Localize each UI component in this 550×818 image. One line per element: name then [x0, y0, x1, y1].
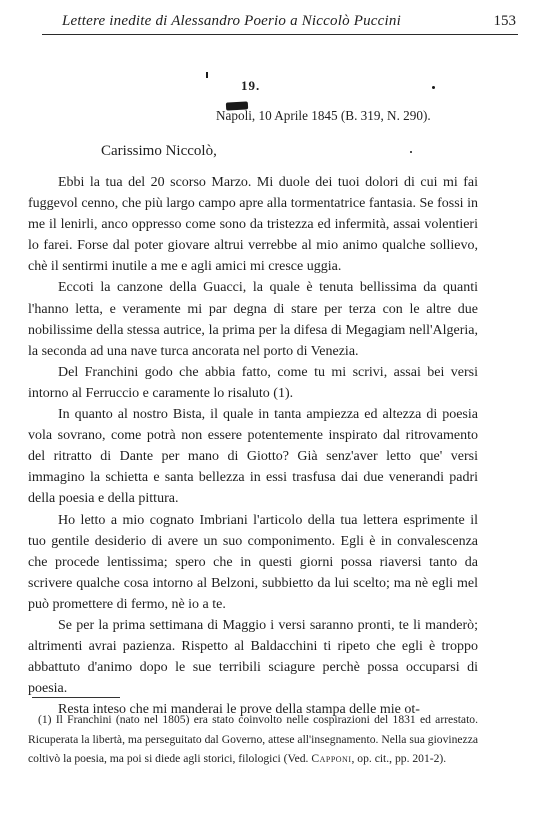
- running-head: [42, 8, 518, 35]
- ink-speck: [206, 72, 208, 78]
- letter-salutation: Carissimo Niccolò,: [101, 143, 217, 159]
- footnote-marker: (1): [38, 713, 52, 726]
- letter-paragraph: Se per la prima settimana di Maggio i versi saranno pronti, te li manderò; altrimenti avrai pazienza. Rispetto al Baldacchini ti ripeto che egli è troppo abbattuto d'animo dopo le sue terribili sciagure perchè possa occuparsi di poesia.: [28, 617, 478, 697]
- footnote-cited-author: Capponi: [311, 752, 352, 765]
- letter-number: 19.: [241, 78, 261, 93]
- letter-paragraph: Resta inteso che mi manderai le prove della stampa delle mie ot-: [58, 702, 420, 718]
- letter-paragraph: Eccoti la canzone della Guacci, la quale è tenuta bellissima da quanti l'hanno letta, e veramente mi par degna di stare per terza con le altre due nobilissime della stessa autrice, la prima per la difesa di Megagiam nell'Algeria, la seconda ad una nave turca ancorata nel porto di Venezia.: [28, 280, 478, 359]
- footnote-text: Il Franchini (nato nel 1805) era stato coinvolto nelle cospirazioni del 1831 ed arrestato. Ricuperata la libertà, ma perseguitato dal Governo, attese all'insegnamento. Nella sua giovinezza coltivò la poesia, ma poi si diede agli storici, filologici (Ved.: [28, 713, 478, 765]
- footnote-paragraph: [28, 710, 478, 769]
- footnote-divider: [32, 697, 120, 698]
- ink-speck: [410, 151, 412, 153]
- ink-speck: [432, 86, 435, 89]
- letter-dateline: Napoli, 10 Aprile 1845 (B. 319, N. 290).: [216, 108, 431, 123]
- page-number: 153: [493, 13, 516, 29]
- letter-paragraph: Ebbi la tua del 20 scorso Marzo. Mi duole dei tuoi dolori di cui mi fai fuggevol cenno, che più largo campo apre alla tormentatrice fantasia. Se fossi in me il lenirli, anco oppresso come sono da tristezza ed infermità, assai volentieri lo farei. Forse dal poter giovare altrui verrebbe al mio animo qualche sollievo, chè il sentirmi inutile a me e agli amici mi cresce uggia.: [28, 175, 478, 275]
- footnote-citation: , op. cit., pp. 201-2).: [351, 752, 447, 765]
- running-head-title: Lettere inedite di Alessandro Poerio a Niccolò Puccini: [62, 13, 401, 29]
- footnote: [28, 710, 478, 769]
- letter-paragraph: Ho letto a mio cognato Imbriani l'articolo della tua lettera esprimente il tuo gentile desiderio di avere un suo componimento. Egli è in convalescenza che procede lentissima; spero che in questi giorni possa riaversi tanto da scrivere qualche cosa intorno al Belzoni, subbietto da lui scelto; ma nè egli mel può promettere di fermo, nè io a te.: [28, 512, 478, 612]
- letter-body: [28, 172, 478, 720]
- letter-paragraph: In quanto al nostro Bista, il quale in tanta ampiezza ed altezza di poesia vola sovrano, come potrà non essere potentemente inspirato dal ritrovamento del ritratto di Dante per mano di Giotto? Già senz'aver letto que' versi immagino la schietta e santa bellezza in essi trasfusa dai due venerandi padri della poesia e della pittura.: [28, 407, 478, 507]
- letter-paragraph: Del Franchini godo che abbia fatto, come tu mi scrivi, assai bei versi intorno al Ferruccio e caramente lo risaluto (1).: [28, 364, 478, 401]
